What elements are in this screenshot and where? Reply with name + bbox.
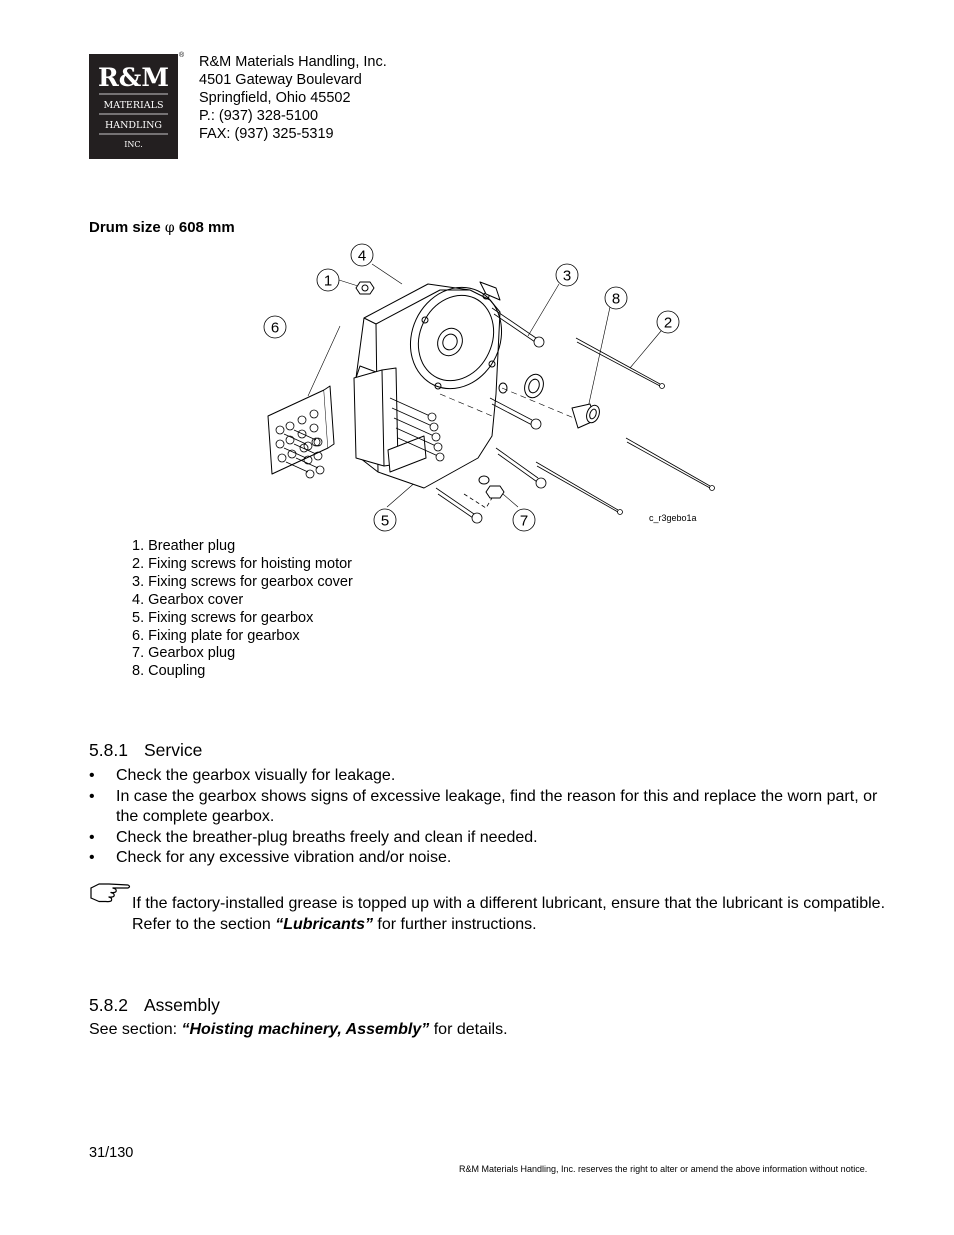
service-checklist [89, 766, 889, 869]
logo-inc: INC. [124, 140, 143, 149]
callout-2-label: 2 [663, 314, 673, 332]
footer-disclaimer: R&M Materials Handling, Inc. reserves the right to alter or amend the above information without notice. [459, 1164, 868, 1174]
bullet: • [89, 849, 95, 866]
breather-plug-drawing [356, 282, 374, 294]
callout-5 [374, 509, 396, 531]
drawing-code: c_r3gebo1a [649, 513, 697, 523]
part-item: 3. Fixing screws for gearbox cover [132, 573, 353, 590]
callout-3 [556, 264, 578, 286]
part-item: 4. Gearbox cover [132, 591, 244, 608]
logo-handling: HANDLING [104, 120, 163, 131]
bullet: • [89, 787, 95, 805]
part-item: 8. Coupling [132, 663, 206, 680]
pointing-hand-icon [89, 880, 131, 904]
callout-1 [317, 269, 339, 291]
part-item: 6. Fixing plate for gearbox [132, 627, 300, 644]
note-text-end: for further instructions. [372, 915, 537, 933]
part-item: 1. Breather plug [132, 538, 236, 554]
fixing-plate-drawing [268, 386, 334, 478]
assembly-section-title: Assembly [144, 995, 220, 1015]
list-item [89, 848, 889, 869]
callout-6 [264, 316, 286, 338]
assembly-section-number: 5.8.2 [89, 995, 128, 1015]
service-heading [89, 740, 202, 761]
registered-mark: ® [179, 52, 185, 59]
service-section-title: Service [144, 740, 203, 760]
lubricants-reference: “Lubricants” [275, 915, 373, 933]
lubricant-note [132, 894, 892, 935]
drum-size-caption [89, 219, 235, 236]
note-text-start: If the factory-installed grease is topped up with a different lubricant, ensure that the lubricant is compatible. Refer to the section [132, 895, 886, 933]
hoisting-machinery-reference: “Hoisting machinery, Assembly” [181, 1021, 430, 1038]
part-item: 7. Gearbox plug [132, 645, 236, 662]
company-name: R&M Materials Handling, Inc. [199, 54, 387, 70]
callout-8 [605, 287, 627, 309]
callout-3-label: 3 [562, 267, 572, 285]
list-item-text: Check the breather-plug breaths freely and clean if needed. [116, 828, 538, 846]
service-section-number: 5.8.1 [89, 740, 128, 760]
drum-size-label: Drum size [89, 219, 161, 236]
gearbox-housing-drawing [354, 272, 518, 488]
list-item [89, 766, 889, 787]
parts-list [132, 538, 353, 681]
logo-materials: MATERIALS [103, 100, 164, 111]
page-number: 31/130 [89, 1145, 134, 1161]
bullet: • [89, 767, 95, 784]
gearbox-plug-drawing [479, 476, 504, 498]
fax-number: FAX: (937) 325-5319 [199, 126, 334, 142]
callout-4 [351, 244, 373, 266]
gearbox-exploded-diagram [260, 238, 720, 538]
motor-screws-drawing [536, 338, 715, 515]
list-item [89, 828, 889, 849]
callout-7 [513, 509, 535, 531]
part-item: 2. Fixing screws for hoisting motor [132, 555, 352, 572]
drum-size-value: 608 mm [178, 219, 235, 236]
list-item-text: In case the gearbox shows signs of excessive leakage, find the reason for this and replace the worn part, or the complete gearbox. [116, 787, 878, 825]
list-item [89, 787, 889, 828]
list-item-text: Check for any excessive vibration and/or noise. [116, 849, 452, 866]
address-line-1: 4501 Gateway Boulevard [199, 72, 362, 88]
assembly-heading [89, 995, 220, 1016]
callout-7-label: 7 [519, 512, 529, 530]
diameter-symbol: φ [164, 220, 175, 236]
callout-8-label: 8 [611, 290, 621, 308]
bullet: • [89, 828, 95, 846]
company-address-block [199, 53, 387, 143]
logo-monogram: R&M [97, 63, 170, 92]
callout-5-label: 5 [380, 512, 390, 530]
callout-4-label: 4 [357, 247, 367, 265]
phone-number: P.: (937) 328-5100 [199, 108, 319, 124]
callout-1-label: 1 [323, 272, 333, 290]
list-item-text: Check the gearbox visually for leakage. [116, 767, 396, 784]
address-line-2: Springfield, Ohio 45502 [199, 90, 351, 106]
assembly-paragraph [89, 1020, 508, 1041]
assembly-text-end: for details. [429, 1021, 508, 1038]
assembly-text-start: See section: [89, 1021, 182, 1038]
callout-6-label: 6 [270, 319, 280, 337]
company-logo [89, 54, 178, 159]
part-item: 5. Fixing screws for gearbox [132, 609, 314, 626]
callout-2 [657, 311, 679, 333]
